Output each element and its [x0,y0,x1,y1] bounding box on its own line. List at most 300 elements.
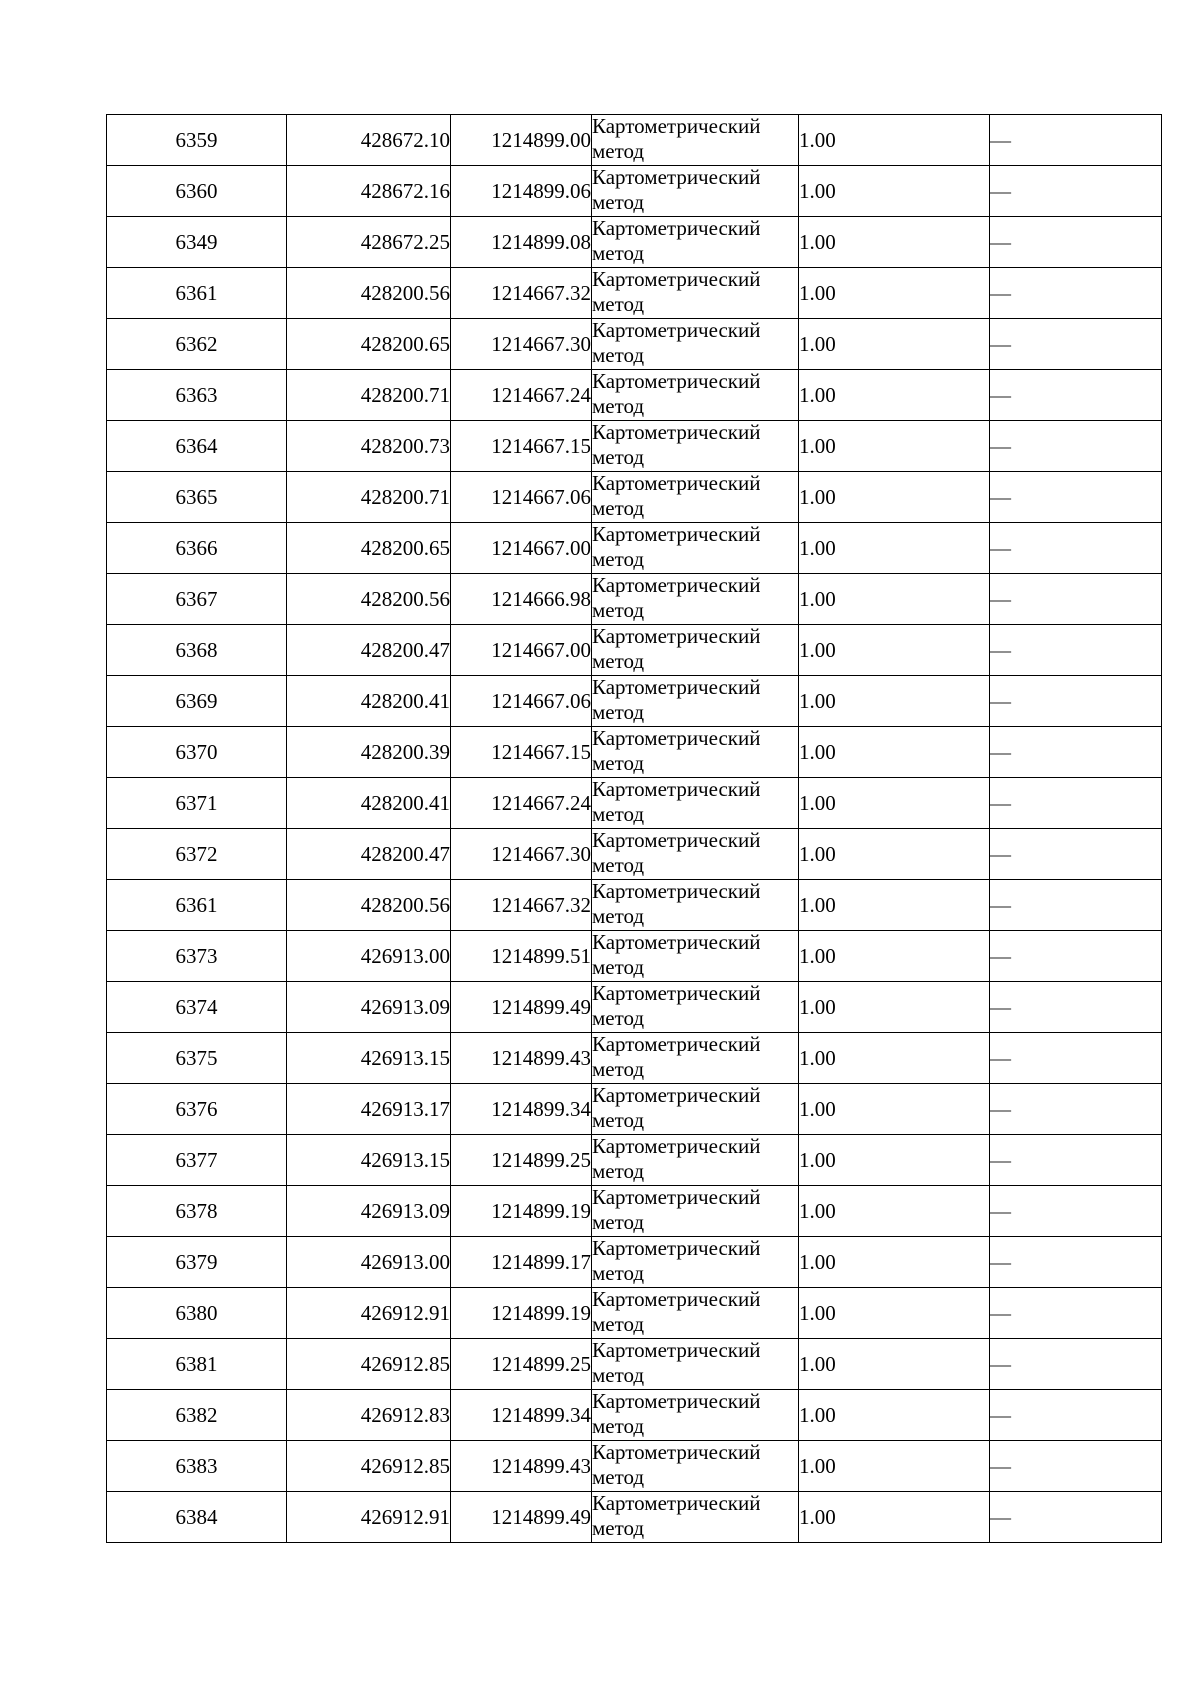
point-number-text: 6382 [175,1403,218,1427]
x-coordinate-text: 428200.47 [360,638,450,662]
x-coordinate-cell [287,472,451,523]
point-number-text: 6376 [175,1097,218,1121]
description-cell [990,1084,1162,1135]
point-number-text: 6359 [175,128,218,152]
method-text: Картометрический метод [592,1134,761,1183]
table-row [107,1339,1162,1390]
x-coordinate-text: 428200.71 [360,485,450,509]
y-coordinate-text: 1214899.49 [491,1505,591,1529]
description-text: — [990,536,1011,560]
table-row [107,574,1162,625]
point-number-cell [107,421,287,472]
method-cell [592,1033,799,1084]
accuracy-cell [799,217,990,268]
description-cell [990,1237,1162,1288]
point-number-cell [107,982,287,1033]
point-number-cell [107,1033,287,1084]
y-coordinate-text: 1214899.34 [491,1097,591,1121]
point-number-cell [107,829,287,880]
description-text: — [990,1046,1011,1070]
method-cell [592,676,799,727]
description-text: — [990,1148,1011,1172]
accuracy-cell [799,931,990,982]
accuracy-cell [799,268,990,319]
accuracy-cell [799,166,990,217]
description-text: — [990,485,1011,509]
description-text: — [990,383,1011,407]
x-coordinate-text: 426912.83 [360,1403,450,1427]
y-coordinate-text: 1214667.15 [491,740,591,764]
description-cell [990,1492,1162,1543]
table-row [107,727,1162,778]
y-coordinate-cell [451,1084,592,1135]
y-coordinate-cell [451,1492,592,1543]
method-text: Картометрический метод [592,1083,761,1132]
x-coordinate-text: 426913.00 [360,1250,450,1274]
y-coordinate-cell [451,166,592,217]
method-cell [592,1339,799,1390]
point-number-cell [107,1237,287,1288]
point-number-text: 6380 [175,1301,218,1325]
point-number-text: 6367 [175,587,218,611]
x-coordinate-cell [287,931,451,982]
method-text: Картометрический метод [592,981,761,1030]
y-coordinate-text: 1214899.25 [491,1148,591,1172]
description-cell [990,982,1162,1033]
method-cell [592,166,799,217]
method-text: Картометрический метод [592,624,761,673]
accuracy-cell [799,523,990,574]
description-cell [990,166,1162,217]
table-row [107,166,1162,217]
accuracy-text: 1.00 [799,740,836,764]
accuracy-cell [799,421,990,472]
accuracy-text: 1.00 [799,230,836,254]
method-text: Картометрический метод [592,1032,761,1081]
method-cell [592,778,799,829]
y-coordinate-cell [451,421,592,472]
description-text: — [990,689,1011,713]
x-coordinate-text: 428200.41 [360,791,450,815]
description-cell [990,1288,1162,1339]
x-coordinate-cell [287,421,451,472]
method-text: Картометрический метод [592,267,761,316]
x-coordinate-cell [287,727,451,778]
y-coordinate-cell [451,1033,592,1084]
y-coordinate-text: 1214899.34 [491,1403,591,1427]
accuracy-cell [799,778,990,829]
description-cell [990,778,1162,829]
method-cell [592,115,799,166]
point-number-cell [107,319,287,370]
point-number-text: 6363 [175,383,218,407]
point-number-cell [107,268,287,319]
y-coordinate-text: 1214667.32 [491,893,591,917]
description-cell [990,727,1162,778]
y-coordinate-text: 1214899.19 [491,1199,591,1223]
description-cell [990,1339,1162,1390]
method-cell [592,982,799,1033]
method-cell [592,1288,799,1339]
method-text: Картометрический метод [592,828,761,877]
x-coordinate-text: 428200.65 [360,332,450,356]
x-coordinate-cell [287,880,451,931]
point-number-text: 6373 [175,944,218,968]
method-cell [592,217,799,268]
coordinates-table-body [107,115,1162,1543]
accuracy-cell [799,1492,990,1543]
description-cell [990,217,1162,268]
x-coordinate-text: 428672.25 [360,230,450,254]
table-row [107,676,1162,727]
accuracy-cell [799,574,990,625]
table-row [107,472,1162,523]
table-row [107,829,1162,880]
point-number-text: 6360 [175,179,218,203]
point-number-text: 6378 [175,1199,218,1223]
table-row [107,931,1162,982]
point-number-text: 6374 [175,995,218,1019]
accuracy-text: 1.00 [799,842,836,866]
x-coordinate-cell [287,115,451,166]
method-text: Картометрический метод [592,420,761,469]
description-text: — [990,179,1011,203]
description-cell [990,1186,1162,1237]
x-coordinate-text: 428200.56 [360,281,450,305]
table-row [107,625,1162,676]
y-coordinate-text: 1214899.19 [491,1301,591,1325]
accuracy-text: 1.00 [799,383,836,407]
point-number-cell [107,727,287,778]
description-text: — [990,332,1011,356]
y-coordinate-text: 1214667.06 [491,689,591,713]
description-text: — [990,1352,1011,1376]
table-row [107,319,1162,370]
x-coordinate-text: 426913.00 [360,944,450,968]
point-number-cell [107,1288,287,1339]
accuracy-text: 1.00 [799,332,836,356]
method-cell [592,319,799,370]
description-text: — [990,740,1011,764]
accuracy-text: 1.00 [799,1250,836,1274]
y-coordinate-cell [451,1237,592,1288]
method-cell [592,727,799,778]
description-text: — [990,1097,1011,1121]
point-number-text: 6361 [175,893,218,917]
y-coordinate-text: 1214899.06 [491,179,591,203]
y-coordinate-text: 1214899.08 [491,230,591,254]
y-coordinate-text: 1214899.43 [491,1454,591,1478]
x-coordinate-text: 426913.15 [360,1046,450,1070]
table-row [107,1084,1162,1135]
accuracy-cell [799,319,990,370]
x-coordinate-text: 428200.56 [360,893,450,917]
description-text: — [990,893,1011,917]
x-coordinate-cell [287,778,451,829]
description-text: — [990,638,1011,662]
point-number-cell [107,931,287,982]
accuracy-text: 1.00 [799,1403,836,1427]
x-coordinate-cell [287,574,451,625]
y-coordinate-cell [451,1186,592,1237]
y-coordinate-cell [451,1339,592,1390]
x-coordinate-cell [287,1441,451,1492]
description-text: — [990,1250,1011,1274]
y-coordinate-cell [451,472,592,523]
method-cell [592,1492,799,1543]
accuracy-text: 1.00 [799,893,836,917]
point-number-text: 6372 [175,842,218,866]
x-coordinate-text: 426912.85 [360,1352,450,1376]
method-text: Картометрический метод [592,318,761,367]
y-coordinate-cell [451,523,592,574]
accuracy-cell [799,1084,990,1135]
method-cell [592,1186,799,1237]
x-coordinate-cell [287,982,451,1033]
point-number-cell [107,370,287,421]
method-cell [592,931,799,982]
x-coordinate-cell [287,1084,451,1135]
point-number-cell [107,166,287,217]
method-cell [592,1441,799,1492]
y-coordinate-text: 1214666.98 [491,587,591,611]
method-text: Картометрический метод [592,165,761,214]
description-text: — [990,1505,1011,1529]
method-text: Картометрический метод [592,777,761,826]
x-coordinate-text: 426913.09 [360,995,450,1019]
accuracy-text: 1.00 [799,1454,836,1478]
y-coordinate-text: 1214667.06 [491,485,591,509]
point-number-text: 6375 [175,1046,218,1070]
method-cell [592,829,799,880]
accuracy-text: 1.00 [799,1046,836,1070]
point-number-cell [107,625,287,676]
point-number-text: 6369 [175,689,218,713]
x-coordinate-text: 428200.65 [360,536,450,560]
method-text: Картометрический метод [592,675,761,724]
table-row [107,1186,1162,1237]
point-number-cell [107,676,287,727]
accuracy-cell [799,880,990,931]
x-coordinate-text: 428672.10 [360,128,450,152]
accuracy-text: 1.00 [799,485,836,509]
x-coordinate-text: 428672.16 [360,179,450,203]
accuracy-text: 1.00 [799,434,836,458]
y-coordinate-cell [451,217,592,268]
method-text: Картометрический метод [592,930,761,979]
accuracy-text: 1.00 [799,179,836,203]
method-text: Картометрический метод [592,114,761,163]
x-coordinate-cell [287,523,451,574]
table-row [107,1441,1162,1492]
accuracy-text: 1.00 [799,638,836,662]
description-text: — [990,1199,1011,1223]
description-text: — [990,1403,1011,1427]
x-coordinate-text: 428200.39 [360,740,450,764]
accuracy-cell [799,982,990,1033]
x-coordinate-text: 428200.41 [360,689,450,713]
y-coordinate-cell [451,931,592,982]
y-coordinate-text: 1214899.43 [491,1046,591,1070]
table-row [107,982,1162,1033]
point-number-cell [107,1084,287,1135]
accuracy-text: 1.00 [799,791,836,815]
description-cell [990,370,1162,421]
accuracy-cell [799,472,990,523]
y-coordinate-text: 1214667.32 [491,281,591,305]
accuracy-cell [799,115,990,166]
method-cell [592,574,799,625]
y-coordinate-cell [451,319,592,370]
x-coordinate-cell [287,1186,451,1237]
point-number-cell [107,523,287,574]
y-coordinate-cell [451,676,592,727]
description-cell [990,115,1162,166]
x-coordinate-cell [287,1033,451,1084]
x-coordinate-text: 426913.17 [360,1097,450,1121]
y-coordinate-cell [451,982,592,1033]
accuracy-text: 1.00 [799,995,836,1019]
point-number-cell [107,1339,287,1390]
table-row [107,1135,1162,1186]
table-row [107,268,1162,319]
description-cell [990,625,1162,676]
y-coordinate-text: 1214667.30 [491,842,591,866]
description-text: — [990,281,1011,305]
y-coordinate-cell [451,370,592,421]
point-number-cell [107,1492,287,1543]
description-text: — [990,944,1011,968]
method-cell [592,268,799,319]
accuracy-text: 1.00 [799,536,836,560]
y-coordinate-cell [451,625,592,676]
coordinates-table [106,114,1162,1543]
x-coordinate-cell [287,1492,451,1543]
point-number-text: 6365 [175,485,218,509]
accuracy-cell [799,1033,990,1084]
accuracy-text: 1.00 [799,587,836,611]
point-number-cell [107,217,287,268]
x-coordinate-text: 426913.15 [360,1148,450,1172]
y-coordinate-cell [451,829,592,880]
method-cell [592,1390,799,1441]
x-coordinate-cell [287,217,451,268]
method-text: Картометрический метод [592,1338,761,1387]
method-cell [592,1237,799,1288]
description-cell [990,1441,1162,1492]
y-coordinate-text: 1214667.24 [491,383,591,407]
table-row [107,778,1162,829]
x-coordinate-text: 428200.56 [360,587,450,611]
y-coordinate-cell [451,778,592,829]
y-coordinate-cell [451,268,592,319]
method-cell [592,370,799,421]
point-number-text: 6349 [175,230,218,254]
accuracy-cell [799,676,990,727]
description-text: — [990,230,1011,254]
y-coordinate-cell [451,574,592,625]
description-text: — [990,128,1011,152]
description-cell [990,829,1162,880]
x-coordinate-cell [287,625,451,676]
y-coordinate-cell [451,1288,592,1339]
point-number-cell [107,115,287,166]
description-cell [990,574,1162,625]
method-cell [592,472,799,523]
description-text: — [990,1454,1011,1478]
description-text: — [990,995,1011,1019]
method-text: Картометрический метод [592,1389,761,1438]
x-coordinate-cell [287,319,451,370]
y-coordinate-cell [451,115,592,166]
y-coordinate-cell [451,1441,592,1492]
x-coordinate-cell [287,166,451,217]
accuracy-cell [799,1441,990,1492]
y-coordinate-text: 1214667.00 [491,536,591,560]
description-text: — [990,434,1011,458]
x-coordinate-cell [287,676,451,727]
point-number-text: 6368 [175,638,218,662]
x-coordinate-text: 426912.91 [360,1505,450,1529]
accuracy-cell [799,1237,990,1288]
x-coordinate-cell [287,1237,451,1288]
accuracy-cell [799,625,990,676]
point-number-cell [107,472,287,523]
accuracy-text: 1.00 [799,1199,836,1223]
accuracy-cell [799,1288,990,1339]
x-coordinate-text: 426913.09 [360,1199,450,1223]
accuracy-cell [799,1135,990,1186]
accuracy-cell [799,1390,990,1441]
method-cell [592,1135,799,1186]
accuracy-cell [799,370,990,421]
method-text: Картометрический метод [592,1287,761,1336]
method-cell [592,880,799,931]
method-text: Картометрический метод [592,1440,761,1489]
y-coordinate-text: 1214899.49 [491,995,591,1019]
y-coordinate-cell [451,1135,592,1186]
point-number-cell [107,1135,287,1186]
accuracy-text: 1.00 [799,1097,836,1121]
description-cell [990,268,1162,319]
description-cell [990,1390,1162,1441]
x-coordinate-text: 426912.85 [360,1454,450,1478]
x-coordinate-cell [287,1339,451,1390]
table-row [107,1492,1162,1543]
accuracy-text: 1.00 [799,1505,836,1529]
y-coordinate-text: 1214899.00 [491,128,591,152]
table-row [107,370,1162,421]
x-coordinate-text: 428200.73 [360,434,450,458]
x-coordinate-cell [287,1288,451,1339]
method-text: Картометрический метод [592,369,761,418]
y-coordinate-text: 1214667.15 [491,434,591,458]
method-text: Картометрический метод [592,1236,761,1285]
method-text: Картометрический метод [592,216,761,265]
accuracy-text: 1.00 [799,1301,836,1325]
y-coordinate-cell [451,1390,592,1441]
method-cell [592,523,799,574]
x-coordinate-text: 428200.47 [360,842,450,866]
table-row [107,523,1162,574]
point-number-cell [107,880,287,931]
point-number-text: 6371 [175,791,218,815]
description-text: — [990,842,1011,866]
description-cell [990,472,1162,523]
y-coordinate-text: 1214667.24 [491,791,591,815]
table-row [107,1288,1162,1339]
point-number-text: 6381 [175,1352,218,1376]
